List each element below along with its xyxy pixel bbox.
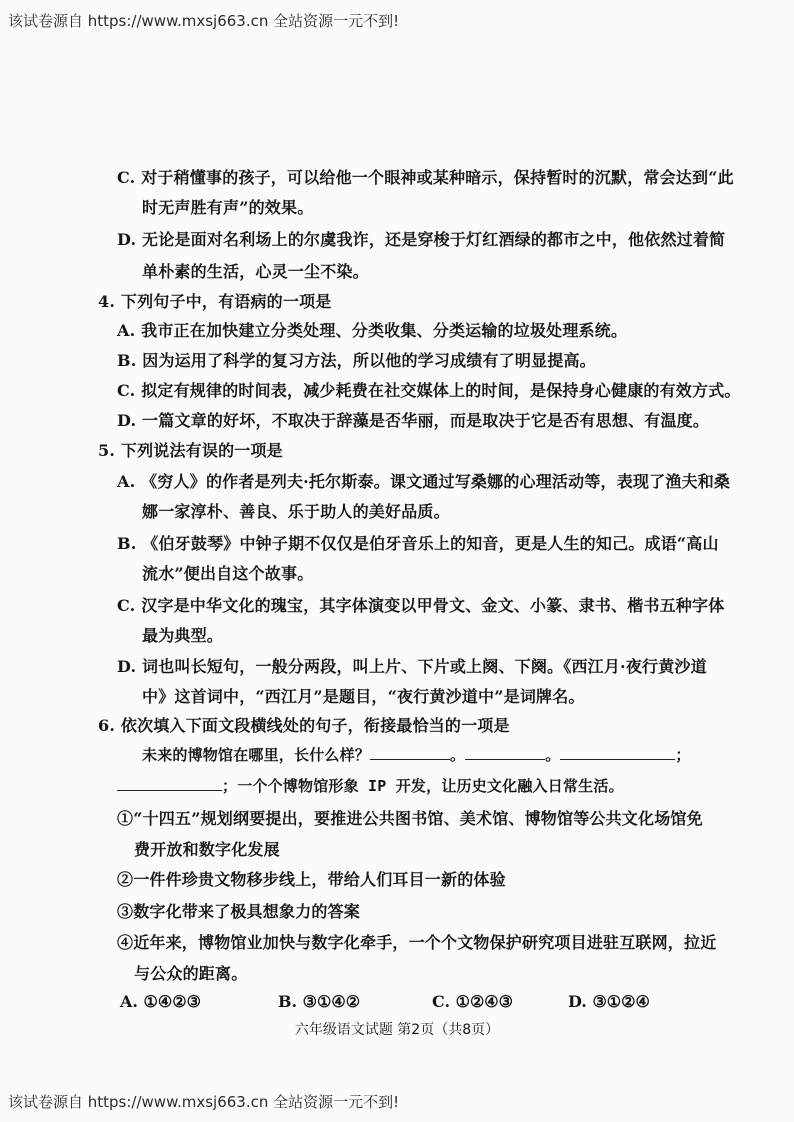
q4-option-c: C. 拟定有规律的时间表，减少耗费在社交媒体上的时间，是保持身心健康的有效方式。 — [117, 381, 741, 400]
q5-option-b-line1: B. 《伯牙鼓琴》中钟子期不仅仅是伯牙音乐上的知音，更是人生的知己。成语“高山 — [117, 534, 719, 553]
q5-option-d-line2: 中》这首词中，“西江月”是题目，“夜行黄沙道中”是词牌名。 — [142, 687, 585, 706]
q6-blank-1 — [370, 745, 450, 760]
q6-sentence-1-line1: ①“十四五”规划纲要提出，要推进公共图书馆、美术馆、博物馆等公共文化场馆免 — [117, 809, 703, 828]
q6-option-b: B. ③①④② — [278, 992, 361, 1011]
q6-option-d: D. ③①②④ — [568, 992, 650, 1011]
q4-option-b: B. 因为运用了科学的复习方法，所以他的学习成绩有了明显提高。 — [117, 351, 596, 370]
q3-option-d-line2: 单朴素的生活，心灵一尘不染。 — [142, 262, 369, 281]
q5-option-d-line1: D. 词也叫长短句，一般分两段，叫上片、下片或上阕、下阕。《西江月·夜行黄沙道 — [117, 657, 707, 676]
q6-passage-end: ；一个个博物馆形象 IP 开发，让历史文化融入日常生活。 — [222, 777, 624, 795]
q5-option-c-line2: 最为典型。 — [142, 626, 224, 645]
q6-option-a: A. ①④②③ — [120, 992, 201, 1011]
q5-option-a-line2: 娜一家淳朴、善良、乐于助人的美好品质。 — [142, 502, 450, 521]
q3-option-d-line1: D. 无论是面对名利场上的尔虞我诈，还是穿梭于灯红酒绿的都市之中，他依然过着简 — [117, 230, 726, 249]
q6-passage-line1 — [142, 744, 691, 765]
q6-sentence-2: ②一件件珍贵文物移步线上，带给人们耳目一新的体验 — [117, 870, 506, 889]
q5-option-a-line1: A. 《穷人》的作者是列夫·托尔斯泰。课文通过写桑娜的心理活动等，表现了渔夫和桑 — [117, 472, 731, 491]
q4-option-a: A. 我市正在加快建立分类处理、分类收集、分类运输的垃圾处理系统。 — [117, 321, 628, 340]
q6-blank-4 — [117, 776, 222, 791]
q4-option-d: D. 一篇文章的好坏，不取决于辞藻是否华丽，而是取决于它是否有思想、有温度。 — [117, 411, 710, 430]
q6-sentence-4-line2: 与公众的距离。 — [134, 964, 248, 983]
q6-sentence-1-line2: 费开放和数字化发展 — [134, 840, 280, 859]
q6-option-c: C. ①②④③ — [432, 992, 513, 1011]
q6-sentence-3: ③数字化带来了极具想象力的答案 — [117, 902, 361, 921]
watermark-bottom: 该试卷源自 https://www.mxsj663.cn 全站资源一元不到! — [8, 1093, 400, 1111]
q6-sep2: 。 — [545, 746, 561, 764]
q3-option-c-line2: 时无声胜有声”的效果。 — [142, 198, 314, 217]
q6-blank-3 — [560, 745, 675, 760]
q5-stem: 5. 下列说法有误的一项是 — [98, 441, 283, 460]
q6-blank-2 — [465, 745, 545, 760]
q4-stem: 4. 下列句子中，有语病的一项是 — [98, 292, 332, 311]
q6-sep3: ； — [675, 746, 691, 764]
q6-sentence-4-line1: ④近年来，博物馆业加快与数字化牵手，一个个文物保护研究项目进驻互联网，拉近 — [117, 933, 717, 952]
q6-passage-start: 未来的博物馆在哪里，长什么样？ — [142, 746, 371, 764]
page-footer: 六年级语文试题 第2页（共8页） — [294, 1022, 500, 1038]
q6-sep1: 。 — [450, 746, 466, 764]
q6-passage-line2 — [117, 775, 624, 796]
q5-option-c-line1: C. 汉字是中华文化的瑰宝，其字体演变以甲骨文、金文、小篆、隶书、楷书五种字体 — [117, 596, 725, 615]
watermark-top: 该试卷源自 https://www.mxsj663.cn 全站资源一元不到! — [8, 12, 400, 30]
q6-stem: 6. 依次填入下面文段横线处的句子，衔接最恰当的一项是 — [98, 716, 510, 735]
q3-option-c-line1: C. 对于稍懂事的孩子，可以给他一个眼神或某种暗示，保持暂时的沉默，常会达到“此 — [117, 168, 734, 187]
q5-option-b-line2: 流水”便出自这个故事。 — [142, 564, 314, 583]
